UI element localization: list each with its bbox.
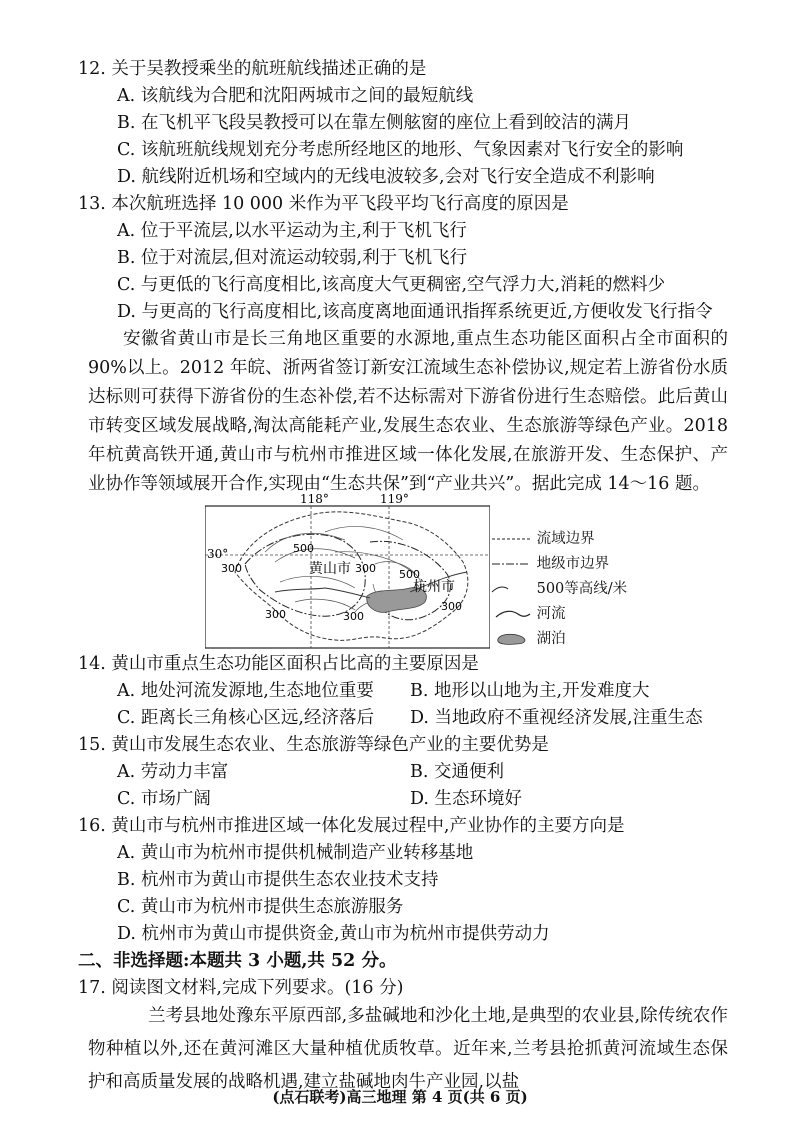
legend-city-border: 地级市边界 — [536, 556, 610, 572]
contour-label: 300 — [343, 610, 364, 623]
contour-label: 500 — [293, 542, 314, 555]
q16-option-b: B. 杭州市为黄山市提供生态农业技术支持 — [117, 870, 439, 890]
q17-passage: 兰考县地处豫东平原西部,多盐碱地和沙化土地,是典型的农业县,除传统农作物种植以外,还在黄河滩区大量种植优质牧草。近年来,兰考县抢抓黄河流域生态保护和高质量发展的战略机遇,建立盐碱地肉牛产业园,以盐 — [88, 1006, 728, 1092]
contour-label: 500 — [399, 568, 420, 581]
q12-option-b: B. 在飞机平飞段吴教授可以在靠左侧舷窗的座位上看到皎洁的满月 — [117, 113, 631, 133]
legend-river: 河流 — [490, 602, 566, 623]
q12-option-a: A. 该航线为合肥和沈阳两城市之间的最短航线 — [117, 86, 474, 106]
q14-option-a: A. 地处河流发源地,生态地位重要 — [117, 681, 374, 701]
q13-option-b: B. 位于对流层,但对流运动较弱,利于飞机飞行 — [117, 248, 468, 268]
q12-option-c: C. 该航班航线规划充分考虑所经地区的地形、气象因素对飞行安全的影响 — [117, 140, 684, 160]
lon-118-label: 118° — [300, 492, 329, 506]
q16-option-d: D. 杭州市为黄山市提供资金,黄山市为杭州市提供劳动力 — [117, 924, 550, 944]
q15-option-d: D. 生态环境好 — [410, 789, 523, 809]
q13-option-c: C. 与更低的飞行高度相比,该高度大气更稠密,空气浮力大,消耗的燃料少 — [117, 275, 666, 295]
q12-stem: 12. 关于吴教授乘坐的航班航线描述正确的是 — [78, 59, 427, 79]
q17-stem: 17. 阅读图文材料,完成下列要求。(16 分) — [78, 978, 404, 998]
q13-option-d: D. 与更高的飞行高度相比,该高度离地面通讯指挥系统更近,方便收发飞行指令 — [117, 302, 713, 322]
q15-option-a: A. 劳动力丰富 — [117, 762, 229, 782]
q12-option-d: D. 航线附近机场和空域内的无线电波较多,会对飞行安全造成不利影响 — [117, 167, 655, 187]
contour-label: 300 — [355, 562, 376, 575]
section-heading: 二、非选择题:本题共 3 小题,共 52 分。 — [78, 951, 397, 971]
legend-lake: 湖泊 — [490, 627, 566, 648]
q16-option-c: C. 黄山市为杭州市提供生态旅游服务 — [117, 897, 404, 917]
q16-option-a: A. 黄山市为杭州市提供机械制造产业转移基地 — [117, 843, 474, 863]
q14-stem: 14. 黄山市重点生态功能区面积占比高的主要原因是 — [78, 654, 479, 674]
passage-huangshan: 安徽省黄山市是长三角地区重要的水源地,重点生态功能区面积占全市面积的90%以上。2012 年皖、浙两省签订新安江流域生态补偿协议,规定若上游省份水质达标则可获得下游省份的生态补偿,若不达标需对下游省份进行生态赔偿。此后黄山市转变区域发展战略,淘汰高能耗产业,发展生态农业、生态旅游等绿色产业。2018 年杭黄高铁开通,黄山市与杭州市推进区域一体化发展,在旅游开发、生态保护、产业协作等领域展开合作,实现由“生态共保”到“产业共兴”。据此完成 14～16 题。 — [88, 329, 728, 494]
legend-basin-boundary: 流域边界 — [536, 531, 595, 547]
contour-label: 300 — [441, 600, 462, 613]
legend-contour: 500等高线/米 — [490, 577, 627, 598]
q14-option-d: D. 当地政府不重视经济发展,注重生态 — [410, 708, 703, 728]
city-huangshan-label: 黄山市 — [309, 561, 351, 577]
city-hangzhou-label: 杭州市 — [413, 579, 455, 595]
q13-stem: 13. 本次航班选择 10 000 米作为平飞段平均飞行高度的原因是 — [78, 194, 569, 214]
contour-label: 300 — [265, 608, 286, 621]
q15-option-b: B. 交通便利 — [410, 762, 504, 782]
q16-stem: 16. 黄山市与杭州市推进区域一体化发展过程中,产业协作的主要方向是 — [78, 816, 625, 836]
lat-30-label: 30° — [207, 547, 229, 561]
q15-option-c: C. 市场广阔 — [117, 789, 211, 809]
q14-option-b: B. 地形以山地为主,开发难度大 — [410, 681, 650, 701]
contour-label: 300 — [221, 562, 242, 575]
q14-option-c: C. 距离长三角核心区远,经济落后 — [117, 708, 374, 728]
huangshan-map — [205, 492, 490, 652]
q15-stem: 15. 黄山市发展生态农业、生态旅游等绿色产业的主要优势是 — [78, 735, 549, 755]
q13-option-a: A. 位于平流层,以水平运动为主,利于飞机飞行 — [117, 221, 467, 241]
page-footer: (点石联考)高三地理 第 4 页(共 6 页) — [272, 1088, 528, 1106]
lon-119-label: 119° — [380, 492, 409, 506]
